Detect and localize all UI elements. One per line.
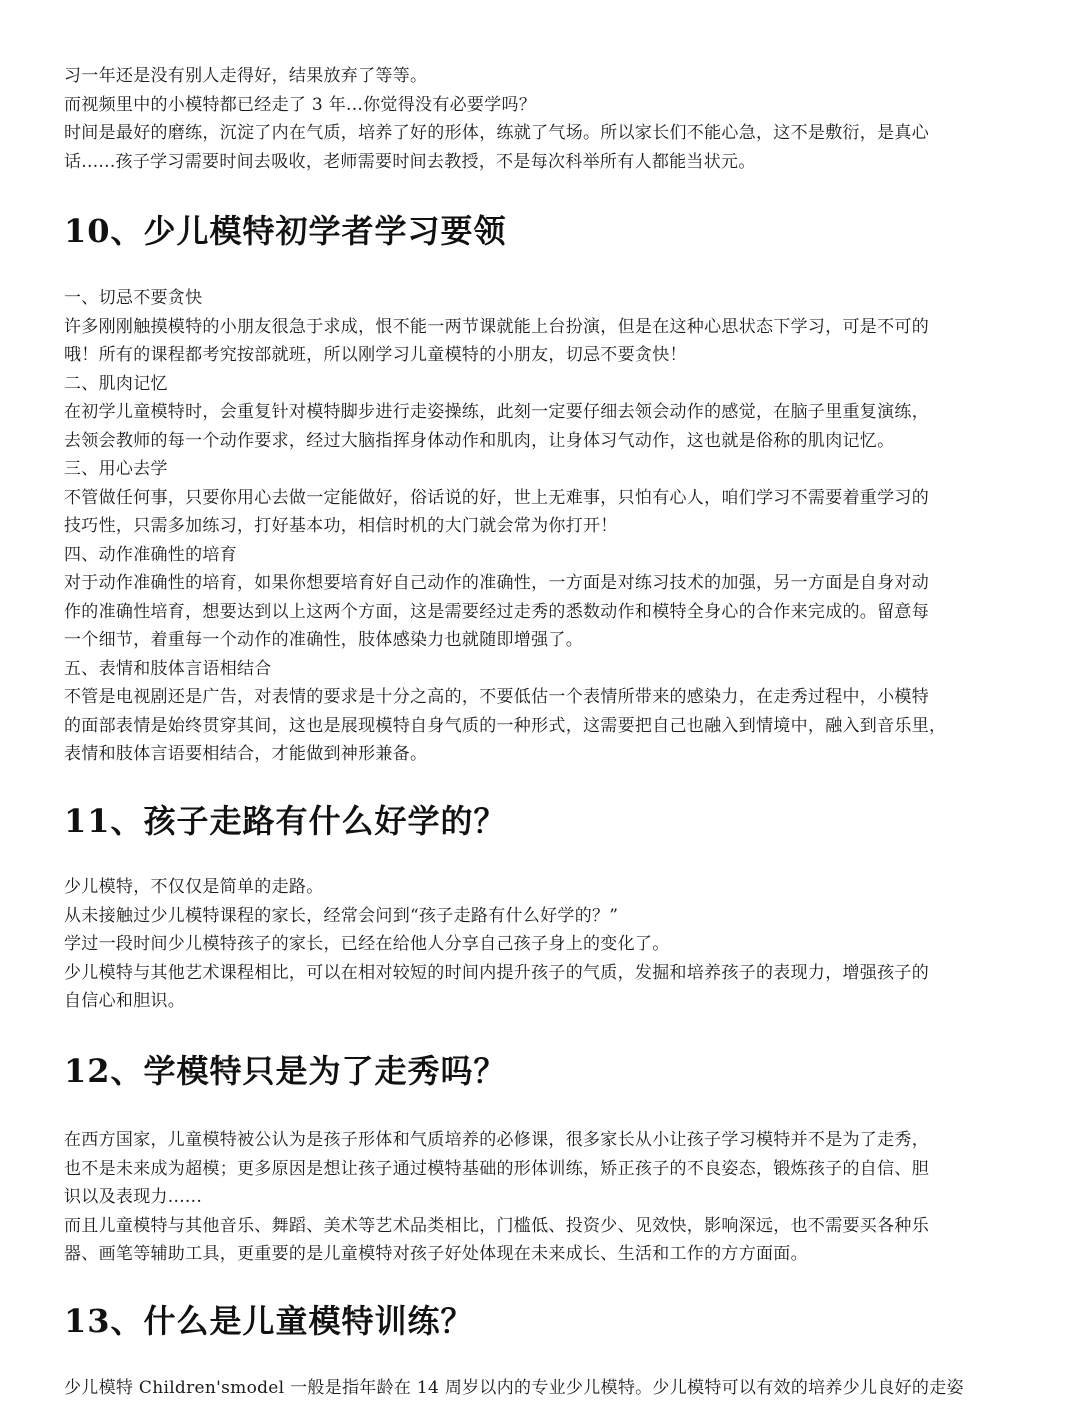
text-line: 识以及表现力...... xyxy=(64,1187,203,1207)
text-line: 在初学儿童模特时，会重复针对模特脚步进行走姿操练，此刻一定要仔细去领会动作的感觉，在脑子里重复演练， xyxy=(64,402,929,422)
text-line: 不管做任何事，只要你用心去做一定能做好，俗话说的好，世上无难事，只怕有心人，咱们学习不需要着重学习的 xyxy=(64,487,929,508)
subheading-line: 四、动作准确性的培育 xyxy=(64,544,237,565)
section-12-body xyxy=(64,1126,1024,1269)
subheading-line: 一、切忌不要贪快 xyxy=(64,288,203,308)
text-line: 一个细节，着重每一个动作的准确性，肢体感染力也就随即增强了。 xyxy=(64,630,583,650)
text-line: 哦！所有的课程都考究按部就班，所以刚学习儿童模特的小朋友，切忌不要贪快！ xyxy=(64,345,687,365)
section-10-body xyxy=(64,284,1024,769)
text-line: 从未接触过少儿模特课程的家长，经常会问到“孩子走路有什么好学的？” xyxy=(64,905,619,926)
text-line: 少儿模特，不仅仅是简单的走路。 xyxy=(64,877,324,897)
text-line: 在西方国家，儿童模特被公认为是孩子形体和气质培养的必修课，很多家长从小让孩子学习模特并不是为了走秀， xyxy=(64,1130,929,1150)
text-line: 技巧性，只需多加练习，打好基本功，相信时机的大门就会常为你打开！ xyxy=(64,516,618,536)
text-line: 话......孩子学习需要时间去吸收，老师需要时间去教授，不是每次科举所有人都能当状元。 xyxy=(64,151,756,172)
text-line: 不管是电视剧还是广告，对表情的要求是十分之高的，不要低估一个表情所带来的感染力，在走秀过程中，小模特 xyxy=(64,687,929,707)
text-line: 而视频里中的小模特都已经走了 3 年...你觉得没有必要学吗？ xyxy=(64,94,537,115)
text-line: 作的准确性培育，想要达到以上这两个方面，这是需要经过走秀的悉数动作和模特全身心的合作来完成的。留意每 xyxy=(64,601,929,622)
text-line: 对于动作准确性的培育，如果你想要培育好自己动作的准确性，一方面是对练习技术的加强，另一方面是自身对动 xyxy=(64,573,929,593)
subheading-line: 五、表情和肢体言语相结合 xyxy=(64,658,272,679)
section-13-heading: 13、什么是儿童模特训练？ xyxy=(64,1302,474,1340)
text-line: 自信心和胆识。 xyxy=(64,991,186,1011)
intro-paragraph xyxy=(64,62,1024,176)
text-line: 许多刚刚触摸模特的小朋友很急于求成，恨不能一两节课就能上台扮演，但是在这种心思状态下学习，可是不可的 xyxy=(64,316,929,337)
text-line: 少儿模特与其他艺术课程相比，可以在相对较短的时间内提升孩子的气质，发掘和培养孩子的表现力，增强孩子的 xyxy=(64,962,929,983)
text-line: 习一年还是没有别人走得好，结果放弃了等等。 xyxy=(64,66,428,86)
text-line: 表情和肢体言语要相结合，才能做到神形兼备。 xyxy=(64,744,428,764)
text-line: 器、画笔等辅助工具，更重要的是儿童模特对孩子好处体现在未来成长、生活和工作的方方面面。 xyxy=(64,1244,808,1264)
section-13-body xyxy=(64,1374,1024,1403)
section-11-body xyxy=(64,873,1024,1016)
text-line: 去领会教师的每一个动作要求，经过大脑指挥身体动作和肌肉，让身体习气动作，这也就是俗称的肌肉记忆。 xyxy=(64,430,895,451)
text-line: 学过一段时间少儿模特孩子的家长，已经在给他人分享自己孩子身上的变化了。 xyxy=(64,934,670,954)
text-line: 也不是未来成为超模；更多原因是想让孩子通过模特基础的形体训练，矫正孩子的不良姿态，锻炼孩子的自信、胆 xyxy=(64,1158,929,1179)
text-line: 时间是最好的磨练，沉淀了内在气质，培养了好的形体，练就了气场。所以家长们不能心急，这不是敷衍，是真心 xyxy=(64,123,929,143)
section-11-heading: 11、孩子走路有什么好学的？ xyxy=(64,802,507,840)
text-line: 的面部表情是始终贯穿其间，这也是展现模特自身气质的一种形式，这需要把自己也融入到情境中，融入到音乐里， xyxy=(64,715,947,736)
subheading-line: 二、肌肉记忆 xyxy=(64,373,168,394)
text-line: 少儿模特 Children'smodel 一般是指年龄在 14 周岁以内的专业少儿模特。少儿模特可以有效的培养少儿良好的走姿 xyxy=(64,1378,964,1398)
subheading-line: 三、用心去学 xyxy=(64,459,168,479)
text-line: 而且儿童模特与其他音乐、舞蹈、美术等艺术品类相比，门槛低、投资少、见效快，影响深远，也不需要买各种乐 xyxy=(64,1215,929,1236)
section-10-heading: 10、少儿模特初学者学习要领 xyxy=(64,212,507,250)
section-12-heading: 12、学模特只是为了走秀吗？ xyxy=(64,1052,507,1090)
